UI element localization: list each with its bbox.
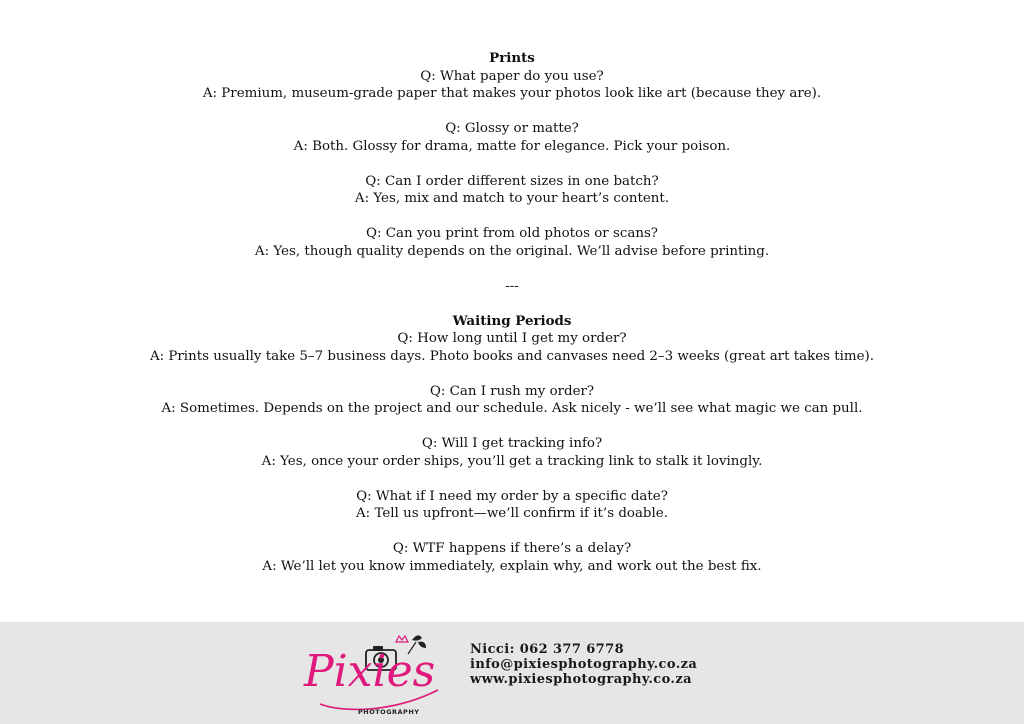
- section-prints: [0, 50, 1024, 260]
- contact-details: [470, 642, 697, 687]
- pixies-photography-logo: [300, 630, 450, 718]
- section-waiting-periods: [0, 313, 1024, 576]
- qa-item: [0, 330, 1024, 365]
- answer: A: Premium, museum-grade paper that makes your photos look like art (because they are).: [202, 86, 822, 101]
- qa-item: [0, 435, 1024, 470]
- qa-item: [0, 488, 1024, 523]
- website-link[interactable]: www.pixiesphotography.co.za: [470, 672, 692, 687]
- footer: [0, 622, 1024, 724]
- answer: A: Sometimes. Depends on the project and our schedule. Ask nicely - we’ll see what magic we can pull.: [161, 401, 863, 416]
- question: Q: How long until I get my order?: [397, 331, 627, 346]
- qa-item: [0, 225, 1024, 260]
- qa-item: [0, 540, 1024, 575]
- qa-item: [0, 68, 1024, 103]
- qa-item: [0, 120, 1024, 155]
- answer: A: Yes, though quality depends on the original. We’ll advise before printing.: [254, 243, 770, 259]
- section-title: Waiting Periods: [452, 312, 572, 329]
- question: Q: Can I order different sizes in one batch?: [365, 173, 659, 189]
- answer: A: Yes, mix and match to your heart’s content.: [354, 191, 670, 206]
- question: Q: Can you print from old photos or scans?: [365, 226, 658, 241]
- question: Q: Can I rush my order?: [429, 383, 595, 399]
- question: Q: What paper do you use?: [420, 68, 604, 84]
- question: Q: Will I get tracking info?: [421, 436, 603, 451]
- section-separator: ---: [505, 278, 519, 294]
- answer: A: We’ll let you know immediately, explain why, and work out the best fix.: [262, 558, 762, 574]
- answer: A: Prints usually take 5–7 business days. Photo books and canvases need 2–3 weeks (great art takes time).: [149, 348, 875, 364]
- question: Q: WTF happens if there’s a delay?: [392, 541, 632, 556]
- logo-wordmark: Pixies: [304, 646, 436, 697]
- answer: A: Both. Glossy for drama, matte for elegance. Pick your poison.: [293, 138, 731, 154]
- qa-item: [0, 383, 1024, 418]
- question: Q: What if I need my order by a specific date?: [356, 488, 668, 504]
- question: Q: Glossy or matte?: [445, 121, 579, 136]
- crown-icon: [396, 636, 408, 642]
- email-link[interactable]: info@pixiesphotography.co.za: [470, 657, 698, 672]
- logo-subtext: PHOTOGRAPHY: [358, 708, 420, 716]
- answer: A: Tell us upfront—we’ll confirm if it’s doable.: [356, 506, 668, 521]
- phone-number: Nicci: 062 377 6778: [470, 642, 625, 657]
- section-title: Prints: [489, 50, 535, 66]
- faq-content: [0, 50, 1024, 575]
- answer: A: Yes, once your order ships, you’ll get a tracking link to stalk it lovingly.: [261, 453, 763, 469]
- qa-item: [0, 173, 1024, 208]
